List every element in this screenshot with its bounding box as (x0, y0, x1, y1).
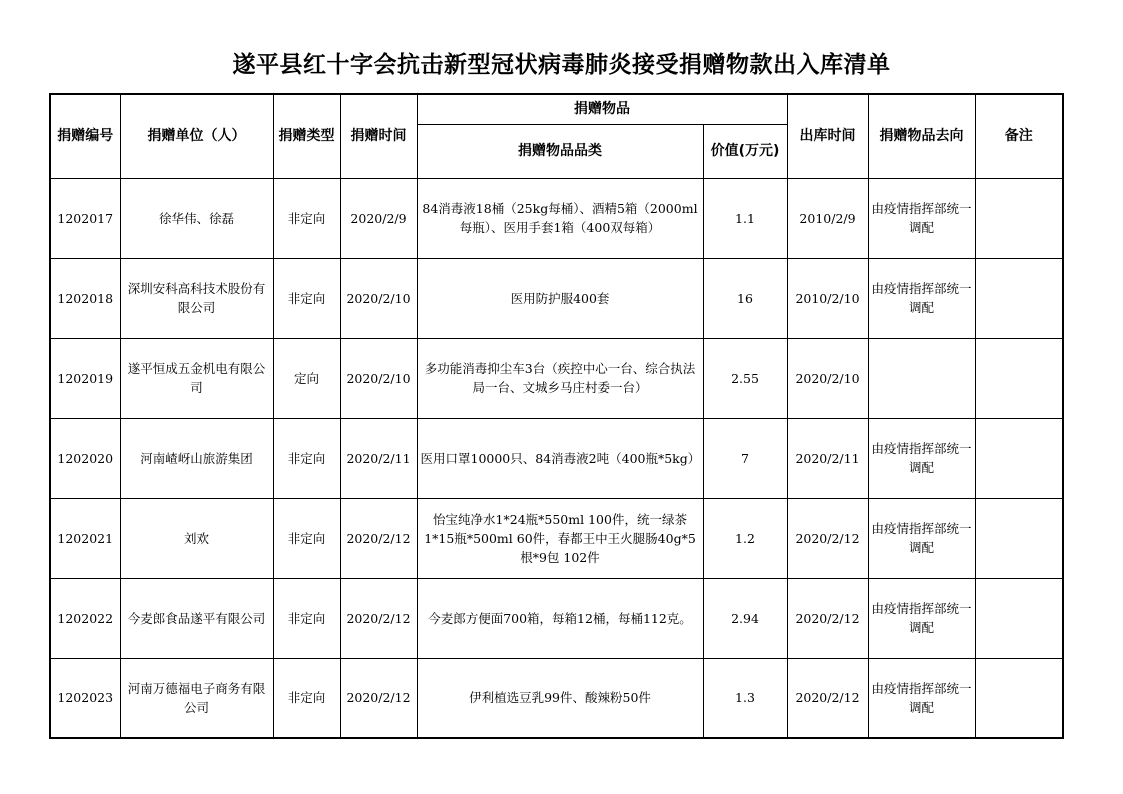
cell-category: 多功能消毒抑尘车3台（疾控中心一台、综合执法局一台、文城乡马庄村委一台） (417, 338, 703, 418)
cell-donor: 徐华伟、徐磊 (120, 178, 273, 258)
cell-id: 1202020 (50, 418, 120, 498)
cell-time: 2020/2/10 (340, 258, 417, 338)
cell-time: 2020/2/11 (340, 418, 417, 498)
cell-category: 伊利植选豆乳99件、酸辣粉50件 (417, 658, 703, 738)
cell-out-time: 2020/2/12 (787, 658, 868, 738)
cell-category: 医用口罩10000只、84消毒液2吨（400瓶*5kg） (417, 418, 703, 498)
cell-out-time: 2020/2/12 (787, 498, 868, 578)
cell-destination: 由疫情指挥部统一调配 (868, 418, 975, 498)
table-body (50, 178, 1063, 738)
cell-type: 定向 (273, 338, 340, 418)
cell-category: 84消毒液18桶（25kg每桶）、酒精5箱（2000ml每瓶）、医用手套1箱（400双每箱） (417, 178, 703, 258)
cell-remark (975, 178, 1063, 258)
table-row (50, 418, 1063, 498)
cell-type: 非定向 (273, 498, 340, 578)
header-destination: 捐赠物品去向 (868, 94, 975, 178)
cell-id: 1202019 (50, 338, 120, 418)
cell-destination: 由疫情指挥部统一调配 (868, 578, 975, 658)
table-row (50, 578, 1063, 658)
cell-value: 2.94 (703, 578, 787, 658)
cell-value: 16 (703, 258, 787, 338)
cell-value: 2.55 (703, 338, 787, 418)
cell-type: 非定向 (273, 178, 340, 258)
cell-time: 2020/2/9 (340, 178, 417, 258)
header-value: 价值(万元) (703, 124, 787, 178)
cell-value: 1.1 (703, 178, 787, 258)
cell-id: 1202018 (50, 258, 120, 338)
header-remark: 备注 (975, 94, 1063, 178)
cell-remark (975, 658, 1063, 738)
cell-id: 1202023 (50, 658, 120, 738)
cell-out-time: 2020/2/12 (787, 578, 868, 658)
cell-value: 1.3 (703, 658, 787, 738)
cell-type: 非定向 (273, 258, 340, 338)
cell-donor: 今麦郎食品遂平有限公司 (120, 578, 273, 658)
cell-type: 非定向 (273, 658, 340, 738)
cell-out-time: 2020/2/10 (787, 338, 868, 418)
cell-category: 医用防护服400套 (417, 258, 703, 338)
cell-donor: 遂平恒成五金机电有限公司 (120, 338, 273, 418)
cell-value: 1.2 (703, 498, 787, 578)
table-row (50, 338, 1063, 418)
cell-remark (975, 338, 1063, 418)
table-row (50, 258, 1063, 338)
table-row (50, 658, 1063, 738)
cell-destination: 由疫情指挥部统一调配 (868, 658, 975, 738)
cell-time: 2020/2/12 (340, 578, 417, 658)
header-id: 捐赠编号 (50, 94, 120, 178)
cell-donor: 刘欢 (120, 498, 273, 578)
cell-category: 怡宝纯净水1*24瓶*550ml 100件，统一绿茶1*15瓶*500ml 60件，春都王中王火腿肠40g*5根*9包 102件 (417, 498, 703, 578)
cell-destination (868, 338, 975, 418)
cell-type: 非定向 (273, 418, 340, 498)
cell-remark (975, 578, 1063, 658)
cell-destination: 由疫情指挥部统一调配 (868, 178, 975, 258)
table-header (50, 94, 1063, 178)
cell-id: 1202017 (50, 178, 120, 258)
cell-destination: 由疫情指挥部统一调配 (868, 258, 975, 338)
header-type: 捐赠类型 (273, 94, 340, 178)
table-row (50, 178, 1063, 258)
cell-id: 1202022 (50, 578, 120, 658)
cell-time: 2020/2/10 (340, 338, 417, 418)
cell-remark (975, 498, 1063, 578)
header-donor: 捐赠单位（人） (120, 94, 273, 178)
header-goods-group: 捐赠物品 (417, 94, 787, 124)
cell-category: 今麦郎方便面700箱，每箱12桶，每桶112克。 (417, 578, 703, 658)
cell-out-time: 2020/2/11 (787, 418, 868, 498)
cell-destination: 由疫情指挥部统一调配 (868, 498, 975, 578)
cell-donor: 河南嵖岈山旅游集团 (120, 418, 273, 498)
cell-id: 1202021 (50, 498, 120, 578)
donation-table (49, 93, 1064, 739)
cell-remark (975, 258, 1063, 338)
header-out-time: 出库时间 (787, 94, 868, 178)
cell-time: 2020/2/12 (340, 658, 417, 738)
cell-donor: 河南万德福电子商务有限公司 (120, 658, 273, 738)
page-title: 遂平县红十字会抗击新型冠状病毒肺炎接受捐赠物款出入库清单 (232, 52, 891, 78)
cell-out-time: 2010/2/9 (787, 178, 868, 258)
table-row (50, 498, 1063, 578)
cell-remark (975, 418, 1063, 498)
header-time: 捐赠时间 (340, 94, 417, 178)
header-category: 捐赠物品品类 (417, 124, 703, 178)
cell-type: 非定向 (273, 578, 340, 658)
cell-value: 7 (703, 418, 787, 498)
cell-out-time: 2010/2/10 (787, 258, 868, 338)
cell-donor: 深圳安科高科技术股份有限公司 (120, 258, 273, 338)
cell-time: 2020/2/12 (340, 498, 417, 578)
